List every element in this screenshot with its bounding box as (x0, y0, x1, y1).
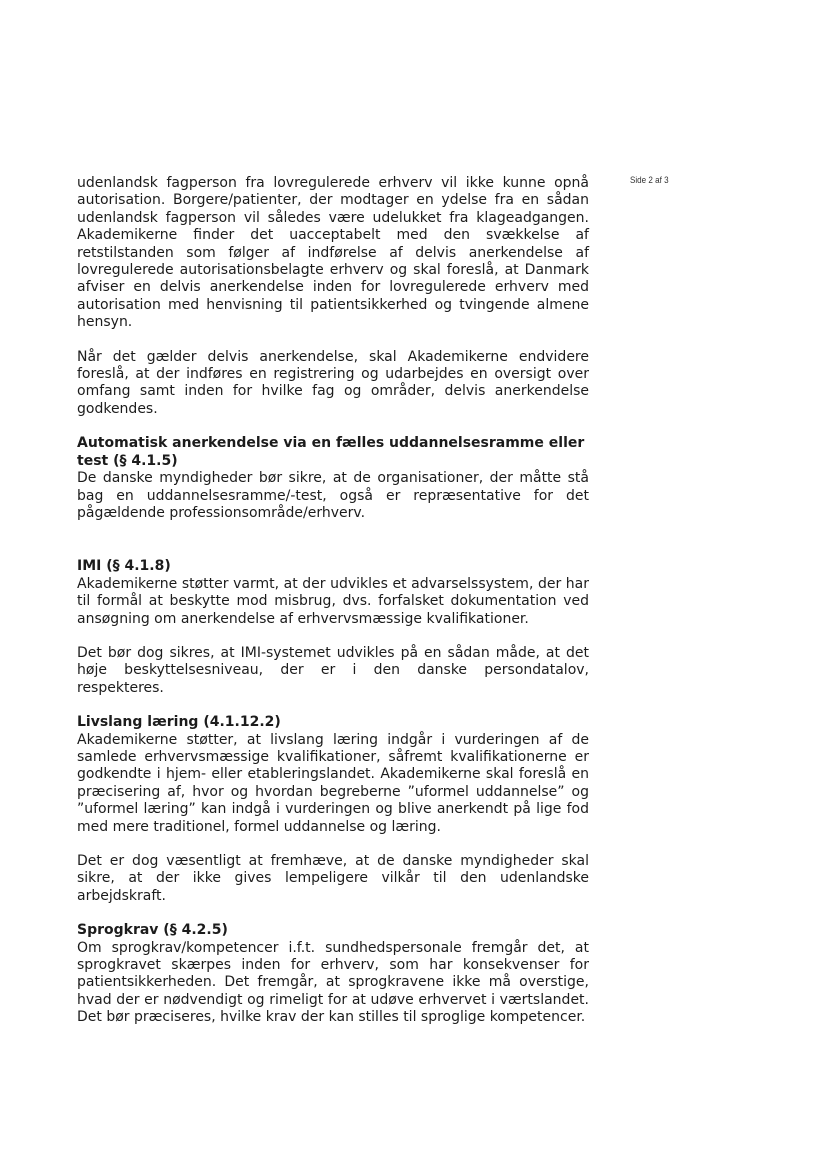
paragraph: Om sprogkrav/kompetencer i.f.t. sundhedspersonale fremgår det, at sprogkravet skærpes inden for erhverv, som har konsekvenser for patientsikkerheden. Det fremgår, at sprogkravene ikke må overstige, hvad der er nødvendigt og rimeligt for at udøve erhvervet i værtslandet. Det bør præciseres, hvilke krav der kan stilles til sproglige kompetencer. (77, 939, 589, 1026)
page-number: Side 2 af 3 (630, 175, 669, 186)
document-body (77, 175, 589, 1027)
paragraph-continuation: udenlandsk fagperson fra lovregulerede erhverv vil ikke kunne opnå autorisation. Borgere/patienter, der modtager en ydelse fra en sådan udenlandsk fagperson vil således være udelukket fra klageadgangen. Akademikerne finder det uacceptabelt med den svækkelse af retstilstanden som følger af indførelse af delvis anerkendelse af lovregulerede autorisationsbelagte erhverv og skal foreslå, at Danmark afviser en delvis anerkendelse inden for lovregulerede erhverv med autorisation med henvisning til patientsikkerhed og tvingende almene hensyn. (77, 175, 589, 331)
section-lifelong-learning (77, 714, 589, 905)
paragraph: Akademikerne støtter, at livslang læring indgår i vurderingen af de samlede erhvervsmæssige kvalifikationer, såfremt kvalifikationerne er godkendte i hjem- eller etableringslandet. Akademikerne skal foreslå en præcisering af, hvor og hvordan begreberne ”uformel uddannelse” og ”uformel læring” kan indgå i vurderingen og blive anerkendt på lige fod med mere traditionel, formel uddannelse og læring. (77, 731, 589, 835)
section-heading: Automatisk anerkendelse via en fælles uddannelsesramme eller test (§ 4.1.5) (77, 435, 585, 469)
paragraph-partial-recognition: Når det gælder delvis anerkendelse, skal Akademikerne endvidere foreslå, at der indføres en registrering og udarbejdes en oversigt over omfang samt inden for hvilke fag og områder, delvis anerkendelse godkendes. (77, 348, 589, 417)
section-language-requirements (77, 922, 589, 1026)
paragraph: Det bør dog sikres, at IMI-systemet udvikles på en sådan måde, at det høje beskyttelsesniveau, der er i den danske persondatalov, respekteres. (77, 644, 589, 696)
section-heading: Livslang læring (4.1.12.2) (77, 714, 281, 731)
section-automatic-recognition (77, 435, 589, 522)
section-heading: Sprogkrav (§ 4.2.5) (77, 922, 228, 939)
paragraph: Det er dog væsentligt at fremhæve, at de danske myndigheder skal sikre, at der ikke gives lempeligere vilkår til den udenlandske arbejdskraft. (77, 853, 589, 904)
section-heading: IMI (§ 4.1.8) (77, 558, 171, 575)
section-imi (77, 558, 589, 697)
paragraph: Akademikerne støtter varmt, at der udvikles et advarselssystem, der har til formål at beskytte mod misbrug, dvs. forfalsket dokumentation ved ansøgning om anerkendelse af erhvervsmæssige kvalifikationer. (77, 575, 589, 627)
paragraph: De danske myndigheder bør sikre, at de organisationer, der måtte stå bag en uddannelsesramme/-test, også er repræsentative for det pågældende professionsområde/erhverv. (77, 470, 589, 521)
